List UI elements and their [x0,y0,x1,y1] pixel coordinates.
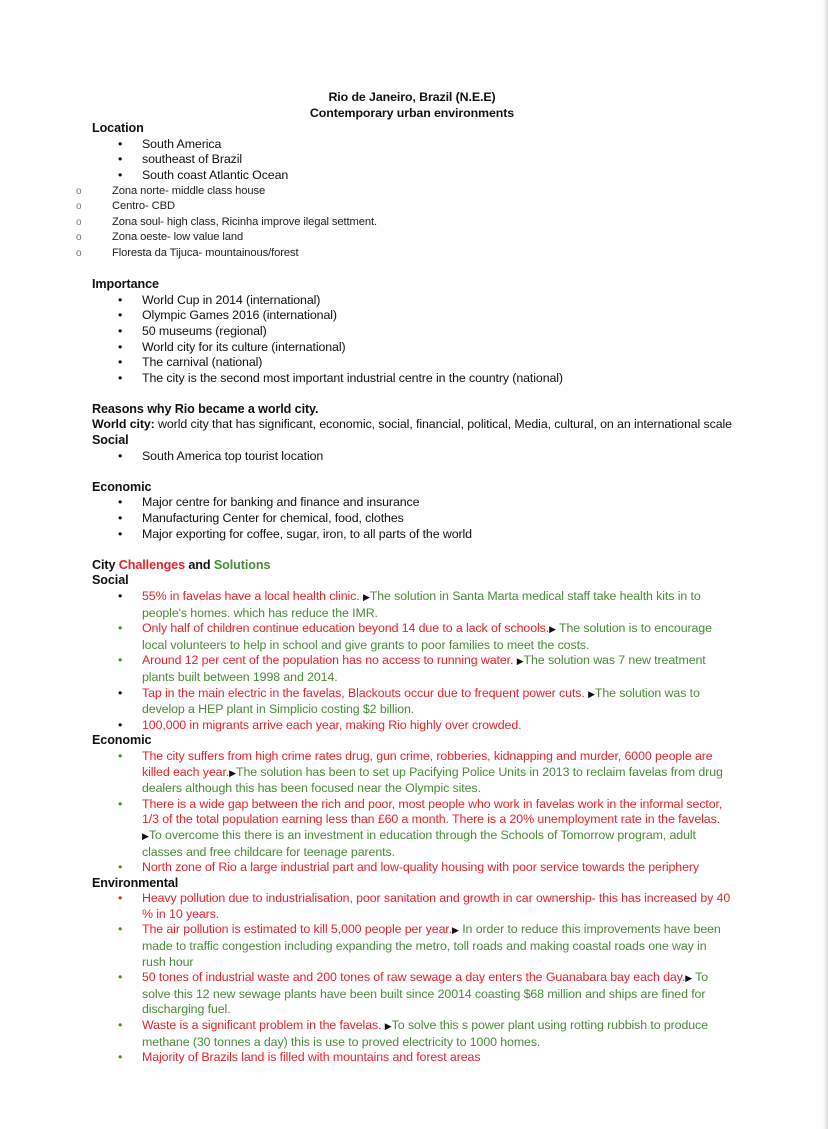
challenge-text: The air pollution is estimated to kill 5,000 people per year. [142,922,453,937]
challenge-text: 100,000 in migrants arrive each year, making Rio highly over crowded. [142,717,522,732]
challenge-text: Heavy pollution due to industrialisation, poor sanitation and growth in car ownership- this has increased by 40 % in 10 years. [142,891,731,921]
bullet-icon: • [118,136,123,151]
importance-item [92,371,732,387]
document-subtitle: Contemporary urban environments [309,105,515,120]
importance-item [92,340,732,356]
list-item-text: Major exporting for coffee, sugar, iron, to all parts of the world [142,526,472,541]
bullet-icon: • [118,621,123,636]
zone-item [76,184,732,200]
importance-item [92,324,732,340]
bullet-icon: o [76,247,82,259]
solution-text: The solution was 7 new treatment plants built between 1998 and 2014. [142,653,706,684]
reasons-social-heading: Social [92,433,129,448]
list-item-text: South America [142,136,222,151]
challenge-text: Only half of children continue education beyond 14 due to a lack of schools. [142,621,550,636]
arrow-icon: ▶ [142,830,149,841]
list-item-text: 50 museums (regional) [142,323,267,338]
challenge-text: The city suffers from high crime rates drug, gun crime, robberies, kidnapping and murder, 6000 people are killed each year. [142,748,713,779]
challenge-text: Around 12 per cent of the population has no access to running water. [142,653,517,668]
heading-solutions: Solutions [213,557,271,572]
list-item-text: The carnival (national) [142,355,263,370]
bullet-icon: • [118,922,123,937]
bullet-icon: • [118,339,123,354]
challenge-text: Majority of Brazils land is filled with mountains and forest areas [142,1050,481,1065]
challenge-item [92,891,732,922]
bullet-icon: o [76,232,82,244]
arrow-icon: ▶ [549,624,556,635]
zone-list [76,184,732,262]
importance-item [92,308,732,324]
solution-text: To solve this 12 new sewage plants have been built since 20014 coasting $68 million and ships are fined for discharging fuel. [142,970,709,1017]
heading-challenges: Challenges [118,557,185,572]
bullet-icon: • [118,685,123,700]
bullet-icon: • [118,970,123,985]
arrow-icon: ▶ [362,592,370,602]
solution-text: The solution in Santa Marta medical staff take health kits in to people's homes. which has reduce the IMR. [142,589,701,620]
challenge-item [92,589,732,621]
list-item-text: Zona soul- high class, Ricinha improve ilegal settment. [112,215,377,228]
zone-item [76,215,732,231]
challenge-item [92,1050,732,1066]
bullet-icon: • [118,511,123,526]
challenge-item [92,860,732,876]
world-city-definition [92,417,732,433]
solution-text: To solve this s power plant using rotting rubbish to produce methane (30 tonnes a day) this is use to proved electricity to 1000 homes. [142,1018,708,1049]
challenge-item [92,621,732,653]
zone-item [76,199,732,215]
challenge-item [92,749,732,797]
arrow-icon: ▶ [452,925,459,936]
bullet-icon: • [118,370,123,385]
list-item-text: Major centre for banking and finance and insurance [142,495,420,510]
bullet-icon: • [118,1018,123,1033]
challenges-environmental-list [92,891,732,1066]
list-item-text: Floresta da Tijuca- mountainous/forest [112,246,299,259]
challenge-item [92,797,732,860]
bullet-icon: • [118,1050,123,1065]
challenges-economic-heading: Economic [92,733,152,748]
bullet-icon: • [118,653,123,668]
bullet-icon: • [118,748,123,763]
bullet-icon: • [118,308,123,323]
reasons-economic-list [92,495,732,542]
arrow-icon: ▶ [229,767,236,778]
challenge-item [92,922,732,970]
challenge-item [92,718,732,734]
solution-text: The solution is to encourage local volunteers to help in school and give grants to poor families to meet the costs. [142,621,712,652]
reason-item [92,511,732,527]
reasons-heading: Reasons why Rio became a world city. [92,401,319,416]
definition-label: World city: [92,417,155,432]
arrow-icon: ▶ [516,656,524,667]
zone-item [76,246,732,262]
challenge-text: 55% in favelas have a local health clinic. [142,589,363,603]
location-list [92,137,732,184]
challenge-item [92,970,732,1018]
location-heading: Location [92,121,144,136]
importance-heading: Importance [92,277,159,292]
challenge-item [92,686,732,718]
list-item-text: South coast Atlantic Ocean [142,167,289,182]
bullet-icon: • [118,167,123,182]
challenge-text: Waste is a significant problem in the favelas. [142,1018,385,1033]
location-item [92,168,732,184]
bullet-icon: • [118,796,123,811]
list-item-text: Olympic Games 2016 (international) [142,308,337,323]
heading-and: and [184,557,214,572]
bullet-icon: • [118,891,123,906]
definition-text: world city that has significant, economic, social, financial, political, Media, cultural, on an international scale [154,417,732,432]
reason-item [92,527,732,543]
list-item-text: Zona oeste- low value land [112,231,244,244]
challenges-social-heading: Social [92,573,129,588]
zone-item [76,230,732,246]
list-item-text: World city for its culture (international) [142,339,346,354]
solution-text: To overcome this there is an investment in education through the Schools of Tomorrow program, adult classes and free childcare for teenage parents. [142,827,696,859]
bullet-icon: • [118,355,123,370]
bullet-icon: • [118,152,123,167]
page-edge-shadow [823,0,828,1129]
list-item-text: Centro- CBD [112,200,175,213]
list-item-text: Manufacturing Center for chemical, food, clothes [142,511,404,526]
bullet-icon: • [118,860,123,875]
challenge-text: There is a wide gap between the rich and poor, most people who work in favelas work in the informal sector, 1/3 of the total population earning less than £60 a month. There is a 20% unemployment rate in the favelas. [142,796,723,827]
bullet-icon: o [76,216,82,228]
bullet-icon: • [118,448,123,463]
challenges-environmental-heading: Environmental [92,875,179,890]
arrow-icon: ▶ [588,688,595,699]
list-item-text: Zona norte- middle class house [112,184,266,197]
bullet-icon: • [118,717,123,732]
reason-item [92,449,732,465]
bullet-icon: • [118,292,123,307]
location-item [92,152,732,168]
list-item-text: The city is the second most important industrial centre in the country (national) [142,370,563,385]
challenge-text: Tap in the main electric in the favelas, Blackouts occur due to frequent power cuts. [142,685,589,700]
list-item-text: World Cup in 2014 (international) [142,292,321,307]
bullet-icon: o [76,185,82,197]
bullet-icon: • [118,495,123,510]
challenge-item [92,653,732,685]
solution-text: The solution was to develop a HEP plant in Simplicio costing $2 billion. [142,685,700,717]
challenges-social-list [92,589,732,733]
solution-text: The solution has been to set up Pacifying Police Units in 2013 to reclaim favelas from drug dealers although this has been focused near the Olympic sites. [142,764,723,796]
arrow-icon: ▶ [685,973,693,984]
bullet-icon: o [76,201,82,213]
bullet-icon: • [118,323,123,338]
bullet-icon: • [118,526,123,541]
document-title: Rio de Janeiro, Brazil (N.E.E) [328,90,496,104]
heading-city: City [92,557,119,572]
arrow-icon: ▶ [384,1021,392,1032]
challenge-text: North zone of Rio a large industrial part and low-quality housing with poor service towards the periphery [142,860,700,875]
reasons-economic-heading: Economic [92,479,152,494]
importance-item [92,355,732,371]
reasons-social-list [92,449,732,465]
challenges-heading [92,558,732,574]
reason-item [92,495,732,511]
challenge-item [92,1018,732,1050]
location-item [92,137,732,153]
list-item-text: South America top tourist location [142,448,324,463]
challenges-economic-list [92,749,732,876]
list-item-text: southeast of Brazil [142,152,243,167]
solution-text: In order to reduce this improvements have been made to traffic congestion including expanding the metro, toll roads and making coastal roads one way in rush hour [142,922,721,969]
importance-list [92,293,732,387]
challenge-text: 50 tones of industrial waste and 200 tones of raw sewage a day enters the Guanabara bay each day. [142,970,686,985]
document-page [76,90,732,1066]
importance-item [92,293,732,309]
bullet-icon: • [118,589,123,603]
